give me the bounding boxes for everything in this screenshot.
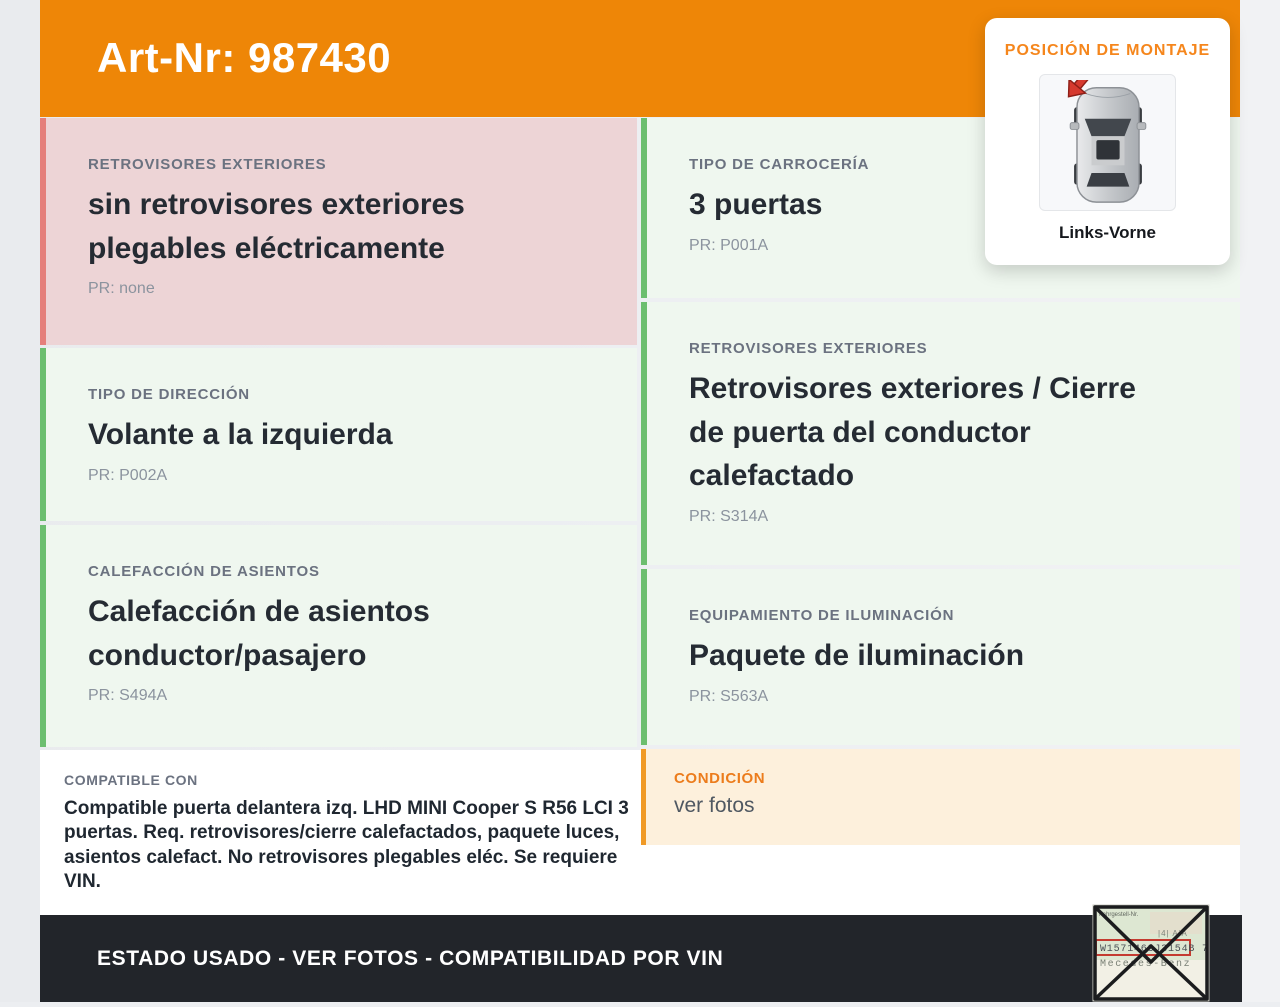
condition-label: CONDICIÓN (674, 770, 766, 787)
doc-misc-text: |4| AiA (1158, 929, 1188, 938)
footer-banner (40, 915, 1242, 1002)
card-title: Retrovisores exteriores / Cierre de puerta del conductor calefactado (689, 372, 1136, 492)
card-title: sin retrovisores exteriores plegables eléctricamente (88, 188, 465, 265)
compatible-label: COMPATIBLE CON (64, 772, 198, 788)
card-title: 3 puertas (689, 188, 823, 221)
card-retrovisores-calefactado (641, 302, 1240, 565)
card-title: Calefacción de asientos conductor/pasajero (88, 595, 430, 672)
card-tipo-direccion (40, 348, 637, 521)
mounting-position-card (985, 18, 1230, 265)
card-pr-code: PR: none (88, 280, 155, 297)
card-label: EQUIPAMIENTO DE ILUMINACIÓN (689, 607, 955, 624)
envelope-vin-icon (1092, 904, 1210, 1002)
article-number-title: Art-Nr: 987430 (97, 33, 392, 81)
card-calefaccion-asientos (40, 525, 637, 747)
car-position-imagebox (1039, 74, 1176, 211)
card-label: TIPO DE DIRECCIÓN (88, 386, 250, 403)
card-pr-code: PR: P001A (689, 236, 769, 254)
compatible-card (40, 751, 637, 915)
card-label: CALEFACCIÓN DE ASIENTOS (88, 563, 320, 580)
condition-card (641, 749, 1240, 845)
doc-label-text: Fahrgestell-Nr. (1099, 912, 1139, 918)
card-title: Paquete de iluminación (689, 639, 1025, 672)
brand-text: Mecedes-Benz (1100, 959, 1192, 970)
card-label: RETROVISORES EXTERIORES (689, 340, 928, 357)
card-pr-code: PR: P002A (88, 466, 168, 484)
card-pr-code: PR: S563A (689, 687, 769, 705)
card-pr-code: PR: S314A (689, 507, 769, 525)
card-title: Volante a la izquierda (88, 418, 393, 451)
mounting-position-label: POSICIÓN DE MONTAJE (1004, 42, 1211, 59)
car-top-view-icon (1054, 80, 1162, 206)
card-label: TIPO DE CARROCERÍA (689, 156, 870, 173)
card-pr-code: PR: S494A (88, 687, 168, 704)
vin-text: W1571463J3154B 7 (1100, 944, 1209, 955)
card-label: RETROVISORES EXTERIORES (88, 156, 327, 173)
footer-text: ESTADO USADO - VER FOTOS - COMPATIBILIDAD POR VIN (97, 946, 724, 970)
card-retrovisores-sin-plegables (40, 118, 637, 345)
card-equipamiento-iluminacion (641, 569, 1240, 745)
mounting-position-value: Links-Vorne (1059, 223, 1156, 242)
vin-document-stamp (1092, 904, 1210, 1002)
compatible-text: Compatible puerta delantera izq. LHD MINI Cooper S R56 LCI 3 puertas. Req. retrovisores/cierre calefactados, paquete luces, asientos calefact. No retrovisores plegables eléc. Se requiere VIN. (64, 798, 629, 892)
condition-value: ver fotos (674, 794, 755, 817)
